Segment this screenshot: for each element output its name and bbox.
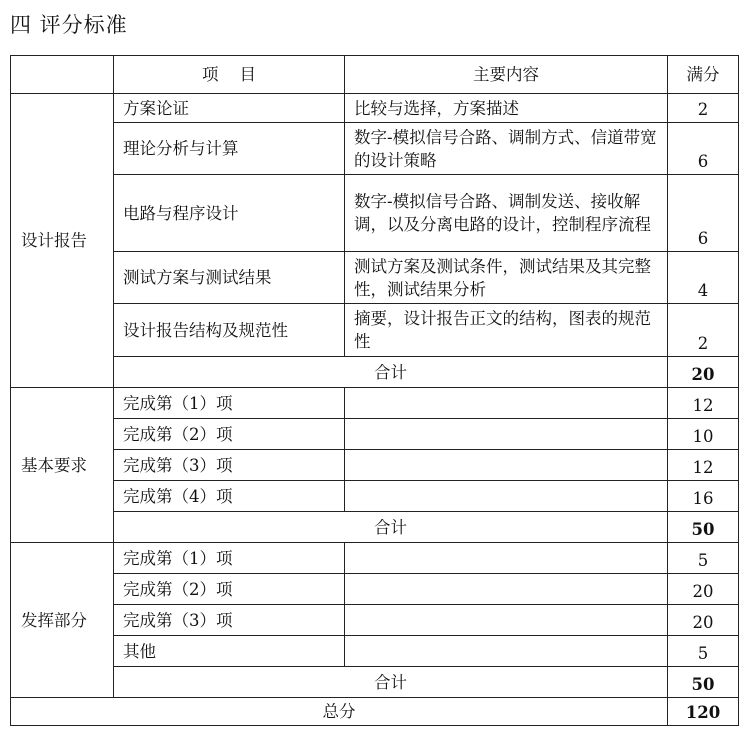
table-row — [11, 304, 739, 357]
category-cell: 基本要求 — [11, 388, 114, 543]
item-cell: 完成第（2）项 — [114, 574, 345, 605]
subtotal-label: 合计 — [114, 357, 668, 388]
total-label: 总分 — [11, 698, 668, 726]
table-row — [11, 175, 739, 252]
content-cell — [345, 481, 668, 512]
score-cell: 12 — [668, 450, 739, 481]
score-cell: 20 — [668, 574, 739, 605]
item-cell: 完成第（1）项 — [114, 388, 345, 419]
score-cell: 6 — [668, 175, 739, 252]
content-cell — [345, 419, 668, 450]
item-cell: 电路与程序设计 — [114, 175, 345, 252]
item-cell: 理论分析与计算 — [114, 123, 345, 175]
score-cell: 16 — [668, 481, 739, 512]
table-row — [11, 419, 739, 450]
content-cell: 数字-模拟信号合路、调制发送、接收解调，以及分离电路的设计，控制程序流程 — [345, 175, 668, 252]
table-row — [11, 605, 739, 636]
item-cell: 完成第（4）项 — [114, 481, 345, 512]
total-row — [11, 698, 739, 726]
table-row — [11, 481, 739, 512]
category-cell: 设计报告 — [11, 94, 114, 388]
section-heading: 四 评分标准 — [10, 13, 128, 37]
content-cell: 比较与选择，方案描述 — [345, 94, 668, 123]
category-cell: 发挥部分 — [11, 543, 114, 698]
total-score: 120 — [668, 698, 739, 726]
content-cell — [345, 574, 668, 605]
grading-table — [10, 55, 739, 726]
item-cell: 方案论证 — [114, 94, 345, 123]
table-row — [11, 574, 739, 605]
table-header-row — [11, 56, 739, 94]
subtotal-score: 50 — [668, 667, 739, 698]
item-cell: 设计报告结构及规范性 — [114, 304, 345, 357]
header-blank-cell — [11, 56, 114, 94]
content-cell: 摘要，设计报告正文的结构，图表的规范性 — [345, 304, 668, 357]
table-row — [11, 123, 739, 175]
content-cell: 测试方案及测试条件，测试结果及其完整性，测试结果分析 — [345, 252, 668, 304]
content-cell — [345, 388, 668, 419]
content-cell — [345, 450, 668, 481]
subtotal-row — [11, 357, 739, 388]
content-cell — [345, 636, 668, 667]
subtotal-label: 合计 — [114, 512, 668, 543]
score-cell: 2 — [668, 304, 739, 357]
content-cell: 数字-模拟信号合路、调制方式、信道带宽的设计策略 — [345, 123, 668, 175]
score-cell: 5 — [668, 636, 739, 667]
item-cell: 完成第（1）项 — [114, 543, 345, 574]
subtotal-row — [11, 667, 739, 698]
table-row — [11, 388, 739, 419]
table-row — [11, 252, 739, 304]
header-item: 项 目 — [114, 56, 345, 94]
item-cell: 完成第（3）项 — [114, 450, 345, 481]
score-cell: 5 — [668, 543, 739, 574]
subtotal-label: 合计 — [114, 667, 668, 698]
header-score: 满分 — [668, 56, 739, 94]
item-cell: 其他 — [114, 636, 345, 667]
score-cell: 2 — [668, 94, 739, 123]
item-cell: 测试方案与测试结果 — [114, 252, 345, 304]
score-cell: 10 — [668, 419, 739, 450]
table-row — [11, 94, 739, 123]
score-cell: 4 — [668, 252, 739, 304]
item-cell: 完成第（2）项 — [114, 419, 345, 450]
table-row — [11, 543, 739, 574]
subtotal-score: 50 — [668, 512, 739, 543]
header-content: 主要内容 — [345, 56, 668, 94]
table-row — [11, 450, 739, 481]
content-cell — [345, 605, 668, 636]
score-cell: 6 — [668, 123, 739, 175]
table-row — [11, 636, 739, 667]
subtotal-score: 20 — [668, 357, 739, 388]
subtotal-row — [11, 512, 739, 543]
score-cell: 20 — [668, 605, 739, 636]
score-cell: 12 — [668, 388, 739, 419]
content-cell — [345, 543, 668, 574]
item-cell: 完成第（3）项 — [114, 605, 345, 636]
